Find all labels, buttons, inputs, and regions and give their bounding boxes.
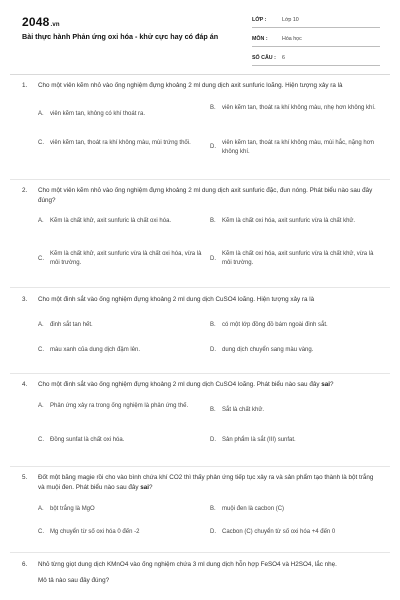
option-d[interactable]: D. Sản phẩm là sắt (III) sunfat. (210, 436, 296, 443)
header-divider (10, 74, 390, 75)
question-number: 4. (22, 381, 28, 388)
question-number: 6. (22, 561, 28, 568)
option-c[interactable]: C. màu xanh của dung dịch đậm lên. (38, 346, 141, 353)
question-text: Cho một viên kẽm nhỏ vào ống nghiệm đựng khoảng 2 ml dung dịch axit sunfuric đặc, đun nóng. Phát biểu nào sau đây đúng? (38, 187, 373, 204)
question-5 (22, 473, 378, 544)
option-a[interactable]: A. Kẽm là chất khử, axit sunfuric là chất oxi hóa. (38, 218, 172, 224)
question-number: 5. (22, 474, 28, 481)
question-separator (10, 466, 390, 467)
option-c[interactable]: C. viên kẽm tan, thoát ra khí không màu, mùi trứng thối. (38, 139, 191, 146)
option-d[interactable]: D. Kẽm là chất oxi hóa, axit sunfuric vừa là chất khử, vừa là môi trường. (210, 251, 374, 266)
info-row-subject: MÔN : Hóa học (252, 31, 380, 47)
option-d[interactable]: D. dung dịch chuyển sang màu vàng. (210, 346, 314, 353)
question-4 (22, 380, 378, 458)
question-6 (22, 560, 378, 585)
option-b[interactable]: B. viên kẽm tan, thoát ra khí không màu, nhẹ hơn không khí. (210, 104, 376, 111)
worksheet-header (0, 0, 400, 70)
info-row-count: SỐ CÂU : 6 (252, 50, 380, 66)
option-c[interactable]: C. Đồng sunfat là chất oxi hóa. (38, 436, 125, 443)
question-prompt: Mô tả nào sau đây đúng? (38, 576, 110, 584)
question-text: Cho một đinh sắt vào ống nghiệm đựng khoảng 2 ml dung dịch CuSO4 loãng. Hiện tượng xảy ra là (38, 296, 315, 303)
question-3 (22, 295, 378, 365)
option-b[interactable]: B. Sắt là chất khử. (210, 406, 265, 413)
emphasis-word: sai (321, 381, 330, 388)
option-c[interactable]: C. Mg chuyển từ số oxi hóa 0 đến -2 (38, 529, 140, 535)
option-d[interactable]: D. Cacbon (C) chuyển từ số oxi hóa +4 đến 0 (210, 529, 336, 535)
question-1 (22, 81, 378, 163)
question-text: Đốt một băng magie rồi cho vào bình chứa khí CO2 thì thấy phản ứng tiếp tục xảy ra và sản phẩm tạo thành là bột trắng và muội đen. Phát biểu nào sau đây sai? (38, 474, 374, 491)
option-d[interactable]: D. viên kẽm tan, thoát ra khí không màu, mùi hắc, nặng hơn không khí. (210, 139, 375, 155)
option-b[interactable]: B. muội đen là cacbon (C) (210, 506, 285, 512)
option-a[interactable]: A. viên kẽm tan, không có khí thoát ra. (38, 110, 146, 117)
emphasis-word: sai (140, 483, 149, 491)
question-text: Cho một viên kẽm nhỏ vào ống nghiệm đựng khoảng 2 ml dung dịch axit sunfuric loãng. Hiện tượng xảy ra là (38, 82, 343, 89)
page-title: Bài thực hành Phản ứng oxi hóa - khử cực hay có đáp án (22, 32, 219, 41)
question-separator (10, 179, 390, 180)
question-separator (10, 552, 390, 553)
option-c[interactable]: C. Kẽm là chất khử, axit sunfuric vừa là chất oxi hóa, vừa là môi trường. (38, 251, 202, 266)
question-text: Cho một đinh sắt vào ống nghiệm đựng khoảng 2 ml dung dịch CuSO4 loãng. Phát biểu nào sau đây sai? (38, 381, 334, 388)
question-number: 2. (22, 187, 28, 194)
question-separator (10, 373, 390, 374)
info-row-class: LỚP : Lớp 10 (252, 12, 380, 28)
question-text: Nhỏ từng giọt dung dịch KMnO4 vào ống nghiệm chứa 3 ml dung dịch hỗn hợp FeSO4 và H2SO4, lắc nhẹ. (38, 561, 337, 568)
question-number: 3. (22, 296, 28, 303)
question-number: 1. (22, 82, 28, 89)
question-separator (10, 287, 390, 288)
question-2 (22, 186, 378, 277)
option-a[interactable]: A. bột trắng là MgO (38, 506, 95, 512)
option-b[interactable]: B. có một lớp đồng đỏ bám ngoài đinh sắt. (210, 321, 328, 328)
option-a[interactable]: A. đinh sắt tan hết. (38, 321, 93, 328)
info-panel (252, 12, 380, 69)
site-logo[interactable]: 2048.vn (22, 15, 60, 29)
option-b[interactable]: B. Kẽm là chất oxi hóa, axit sunfuric vừa là chất khử. (210, 218, 356, 224)
option-a[interactable]: A. Phản ứng xảy ra trong ống nghiệm là phản ứng thế. (38, 402, 189, 409)
